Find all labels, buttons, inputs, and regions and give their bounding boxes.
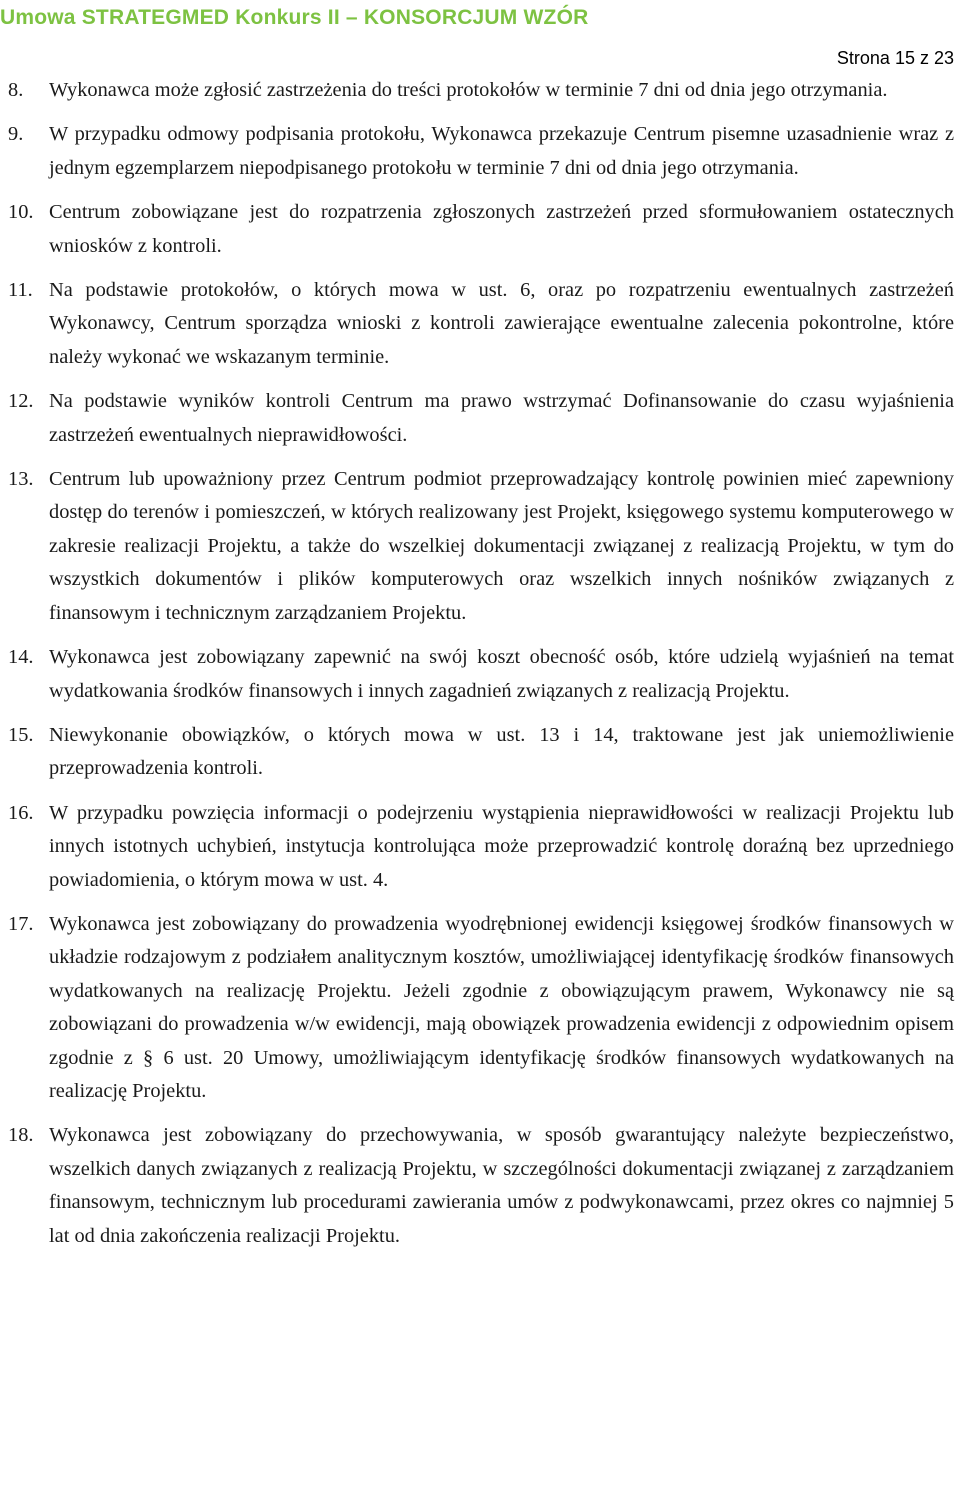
item-text: Wykonawca jest zobowiązany do przechowywania, w sposób gwarantujący należyte bezpieczeństwo, wszelkich danych związanych z realizacją Projektu, w szczególności dokumentacji związanej z zarządzaniem finansowym, technicznym lub procedurami zawierania umów z podwykonawcami, przez okres co najmniej 5 lat od dnia zakończenia realizacji Projektu. bbox=[49, 1124, 954, 1247]
numbered-clause-list bbox=[8, 74, 954, 1264]
item-number: 17. bbox=[8, 912, 34, 935]
item-number: 8. bbox=[8, 79, 24, 101]
item-number: 9. bbox=[8, 123, 24, 146]
list-item bbox=[8, 274, 954, 374]
item-number: 11. bbox=[8, 279, 33, 302]
item-number: 15. bbox=[8, 723, 34, 746]
item-text: Wykonawca jest zobowiązany do prowadzenia wyodrębnionej ewidencji księgowej środków finansowych w układzie rodzajowym z podziałem analitycznym kosztów, umożliwiającej identyfikację środków finansowych wydatkowanych na realizację Projektu. Jeżeli zgodnie z obowiązującym prawem, Wykonawcy nie są zobowiązani do prowadzenia w/w ewidencji, mają obowiązek prowadzenia ewidencji z odpowiednim opisem zgodnie z § 6 ust. 20 Umowy, umożliwiającym identyfikację środków finansowych wydatkowanych na realizację Projektu. bbox=[49, 912, 954, 1102]
item-number: 13. bbox=[8, 468, 34, 491]
item-text: Centrum zobowiązane jest do rozpatrzenia zgłoszonych zastrzeżeń przed sformułowaniem ostatecznych wniosków z kontroli. bbox=[49, 201, 954, 257]
list-item bbox=[8, 385, 954, 452]
list-item bbox=[8, 463, 954, 630]
item-text: Centrum lub upoważniony przez Centrum podmiot przeprowadzający kontrolę powinien mieć zapewniony dostęp do terenów i pomieszczeń, w których realizowany jest Projekt, księgowego systemu komputerowego w zakresie realizacji Projektu, a także do wszelkiej dokumentacji związanej z realizacją Projektu, w tym do wszystkich dokumentów i plików komputerowych oraz wszelkich innych nośników związanych z finansowym i technicznym zarządzaniem Projektu. bbox=[49, 468, 954, 624]
list-item bbox=[8, 74, 954, 107]
item-text: Wykonawca jest zobowiązany zapewnić na swój koszt obecność osób, które udzielą wyjaśnień na temat wydatkowania środków finansowych i innych zagadnień związanych z realizacją Projektu. bbox=[49, 646, 954, 702]
item-text: Na podstawie protokołów, o których mowa w ust. 6, oraz po rozpatrzeniu ewentualnych zastrzeżeń Wykonawcy, Centrum sporządza wnioski z kontroli zawierające ewentualne zalecenia pokontrolne, które należy wykonać we wskazanym terminie. bbox=[49, 279, 954, 368]
list-item bbox=[8, 797, 954, 897]
item-number: 10. bbox=[8, 201, 34, 224]
list-item bbox=[8, 1119, 954, 1253]
list-item bbox=[8, 908, 954, 1108]
item-text: Na podstawie wyników kontroli Centrum ma prawo wstrzymać Dofinansowanie do czasu wyjaśnienia zastrzeżeń ewentualnych nieprawidłowości. bbox=[49, 390, 954, 446]
item-text: Niewykonanie obowiązków, o których mowa w ust. 13 i 14, traktowane jest jak uniemożliwienie przeprowadzenia kontroli. bbox=[49, 723, 954, 780]
item-number: 18. bbox=[8, 1124, 34, 1147]
list-item bbox=[8, 641, 954, 708]
list-item bbox=[8, 118, 954, 185]
item-text: Wykonawca może zgłosić zastrzeżenia do treści protokołów w terminie 7 dni od dnia jego otrzymania. bbox=[49, 79, 888, 101]
item-text: W przypadku odmowy podpisania protokołu, Wykonawca przekazuje Centrum pisemne uzasadnienie wraz z jednym egzemplarzem niepodpisanego protokołu w terminie 7 dni od dnia jego otrzymania. bbox=[49, 123, 954, 179]
list-item bbox=[8, 719, 954, 786]
item-number: 16. bbox=[8, 801, 34, 824]
item-number: 12. bbox=[8, 390, 34, 413]
document-header-title: Umowa STRATEGMED Konkurs II – KONSORCJUM WZÓR bbox=[0, 6, 589, 29]
list-item bbox=[8, 196, 954, 263]
item-number: 14. bbox=[8, 646, 34, 669]
page-number: Strona 15 z 23 bbox=[836, 48, 954, 68]
item-text: W przypadku powzięcia informacji o podejrzeniu wystąpienia nieprawidłowości w realizacji Projektu lub innych istotnych uchybień, instytucja kontrolująca może przeprowadzić kontrolę doraźną bez uprzedniego powiadomienia, o którym mowa w ust. 4. bbox=[49, 801, 954, 891]
